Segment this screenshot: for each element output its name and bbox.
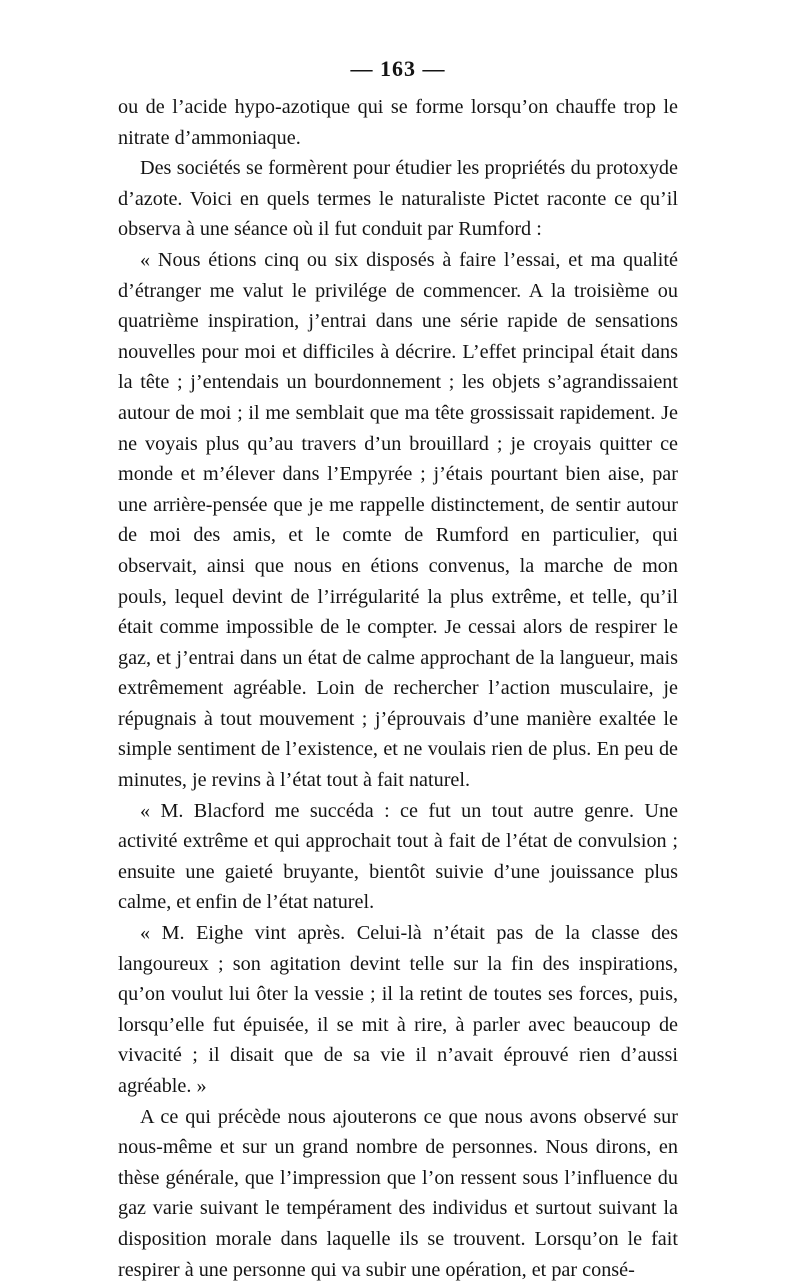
book-page — [118, 56, 678, 1285]
page-number: — 163 — — [350, 56, 446, 81]
paragraph: A ce qui précède nous ajouterons ce que nous avons observé sur nous-même et sur un grand nombre de personnes. Nous dirons, en thèse générale, que l’impression que l’on ressent sous l’influence du gaz varie suivant le tempérament des individus et surtout suivant la disposition morale dans laquelle ils se trouvent. Lorsqu’on le fait respirer à une personne qui va subir une opération, et par consé- — [118, 1105, 678, 1281]
paragraph: « M. Eighe vint après. Celui-là n’était pas de la classe des langoureux ; son agitation devint telle sur la fin des inspirations, qu’on voulut lui ôter la vessie ; il la retint de toutes ses forces, puis, lorsqu’elle fut épuisée, il se mit à rire, à parler avec beaucoup de vivacité ; il disait que de sa vie il n’avait éprouvé rien d’aussi agréable. » — [118, 922, 678, 1097]
paragraph: Des sociétés se formèrent pour étudier les propriétés du protoxyde d’azote. Voici en quels termes le naturaliste Pictet raconte ce qu’il observa à une séance où il fut conduit par Rumford : — [118, 157, 678, 241]
paragraph: « M. Blacford me succéda : ce fut un tout autre genre. Une activité extrême et qui approchait tout à fait de l’état de convulsion ; ensuite une gaieté bruyante, bientôt suivie d’une jouissance plus calme, et enfin de l’état naturel. — [118, 799, 678, 914]
paragraph: « Nous étions cinq ou six disposés à faire l’essai, et ma qualité d’étranger me valut le privilége de commencer. A la troisième ou quatrième inspiration, j’entrai dans une série rapide de sensations nouvelles pour moi et difficiles à décrire. L’effet principal était dans la tête ; j’entendais un bourdonnement ; les objets s’agrandissaient autour de moi ; il me semblait que ma tête grossissait rapidement. Je ne voyais plus qu’au travers d’un brouillard ; je croyais quitter ce monde et m’élever dans l’Empyrée ; j’étais pourtant bien aise, par une arrière-pensée que je me rappelle distinctement, de sentir autour de moi des amis, et le comte de Rumford en particulier, qui observait, ainsi que nous en étions convenus, la marche de mon pouls, lequel devint de l’irrégularité la plus extrême, et telle, qu’il était comme impossible de le compter. Je cessai alors de respirer le gaz, et j’entrai dans un état de calme approchant de la langueur, mais extrêmement agréable. Loin de rechercher l’action musculaire, je répugnais à tout mouvement ; j’éprouvais d’une manière exaltée le simple sentiment de l’existence, et ne voulais rien de plus. En peu de minutes, je revins à l’état tout à fait naturel. — [118, 248, 678, 792]
paragraph: ou de l’acide hypo-azotique qui se forme lorsqu’on chauffe trop le nitrate d’ammoniaque. — [118, 96, 678, 149]
body-text — [118, 92, 678, 1285]
